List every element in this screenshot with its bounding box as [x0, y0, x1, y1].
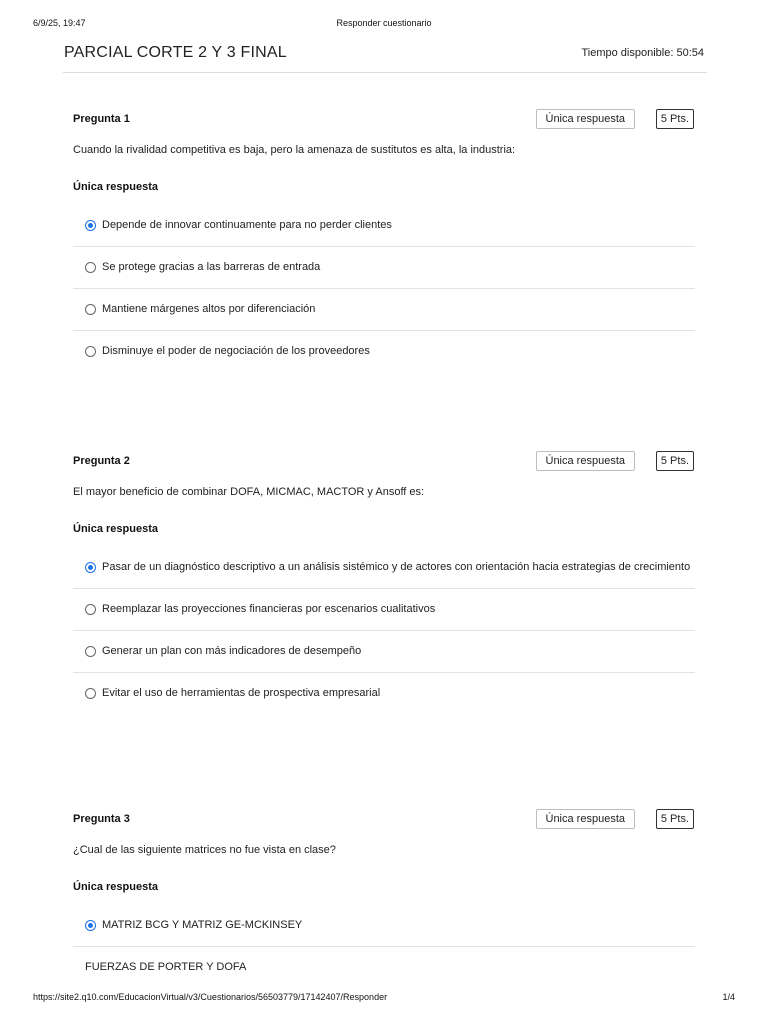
option-2[interactable] [73, 247, 695, 289]
option-label: Depende de innovar continuamente para no perder clientes [102, 219, 392, 231]
question-header [73, 451, 695, 473]
options-list [73, 905, 695, 988]
radio-icon[interactable] [85, 262, 96, 273]
print-url: https://site2.q10.com/EducacionVirtual/v3/Cuestionarios/56503779/17142407/Responder [33, 992, 388, 1002]
radio-selected-icon[interactable] [85, 920, 96, 931]
answer-type-label: Única respuesta [73, 881, 158, 893]
option-2[interactable] [73, 589, 695, 631]
option-label: Pasar de un diagnóstico descriptivo a un análisis sistémico y de actores con orientación hacia estrategias de crecimiento [102, 561, 691, 573]
quiz-header [63, 42, 707, 73]
option-1[interactable] [73, 547, 695, 589]
radio-icon[interactable] [85, 688, 96, 699]
option-2[interactable] [73, 947, 695, 988]
question-2 [73, 451, 695, 714]
points-badge: 5 Pts. [656, 451, 694, 471]
option-4[interactable] [73, 673, 695, 714]
print-page-title: Responder cuestionario [336, 18, 432, 28]
question-3 [73, 809, 695, 988]
question-type-badge: Única respuesta [536, 809, 636, 829]
print-header [0, 18, 768, 30]
question-number: Pregunta 3 [73, 813, 130, 825]
print-datetime: 6/9/25, 19:47 [33, 18, 86, 28]
question-number: Pregunta 1 [73, 113, 130, 125]
question-header [73, 109, 695, 131]
option-3[interactable] [73, 631, 695, 673]
radio-icon[interactable] [85, 604, 96, 615]
option-label: Reemplazar las proyecciones financieras por escenarios cualitativos [102, 603, 436, 615]
radio-selected-icon[interactable] [85, 220, 96, 231]
question-number: Pregunta 2 [73, 455, 130, 467]
question-type-badge: Única respuesta [536, 451, 636, 471]
answer-type-label: Única respuesta [73, 181, 158, 193]
option-1[interactable] [73, 905, 695, 947]
radio-icon[interactable] [85, 646, 96, 657]
option-1[interactable] [73, 205, 695, 247]
question-text: El mayor beneficio de combinar DOFA, MICMAC, MACTOR y Ansoff es: [73, 486, 425, 498]
option-label: Disminuye el poder de negociación de los proveedores [102, 345, 370, 357]
question-type-badge: Única respuesta [536, 109, 636, 129]
option-label: Evitar el uso de herramientas de prospectiva empresarial [102, 687, 381, 699]
question-header [73, 809, 695, 831]
option-label: Generar un plan con más indicadores de desempeño [102, 645, 362, 657]
points-badge: 5 Pts. [656, 109, 694, 129]
option-label: Se protege gracias a las barreras de entrada [102, 261, 321, 273]
print-footer [0, 992, 768, 1004]
option-label: Mantiene márgenes altos por diferenciación [102, 303, 316, 315]
print-page-number: 1/4 [722, 992, 735, 1002]
question-1 [73, 109, 695, 372]
quiz-title: PARCIAL CORTE 2 Y 3 FINAL [64, 44, 287, 61]
question-text: ¿Cual de las siguiente matrices no fue vista en clase? [73, 844, 336, 856]
answer-type-label: Única respuesta [73, 523, 158, 535]
question-text: Cuando la rivalidad competitiva es baja, pero la amenaza de sustitutos es alta, la industria: [73, 144, 516, 156]
option-4[interactable] [73, 331, 695, 372]
time-remaining: Tiempo disponible: 50:54 [581, 47, 704, 59]
option-label: MATRIZ BCG Y MATRIZ GE-MCKINSEY [102, 919, 303, 931]
option-3[interactable] [73, 289, 695, 331]
option-label: FUERZAS DE PORTER Y DOFA [85, 961, 247, 973]
options-list [73, 205, 695, 372]
points-badge: 5 Pts. [656, 809, 694, 829]
radio-selected-icon[interactable] [85, 562, 96, 573]
radio-icon[interactable] [85, 346, 96, 357]
radio-icon[interactable] [85, 304, 96, 315]
options-list [73, 547, 695, 714]
